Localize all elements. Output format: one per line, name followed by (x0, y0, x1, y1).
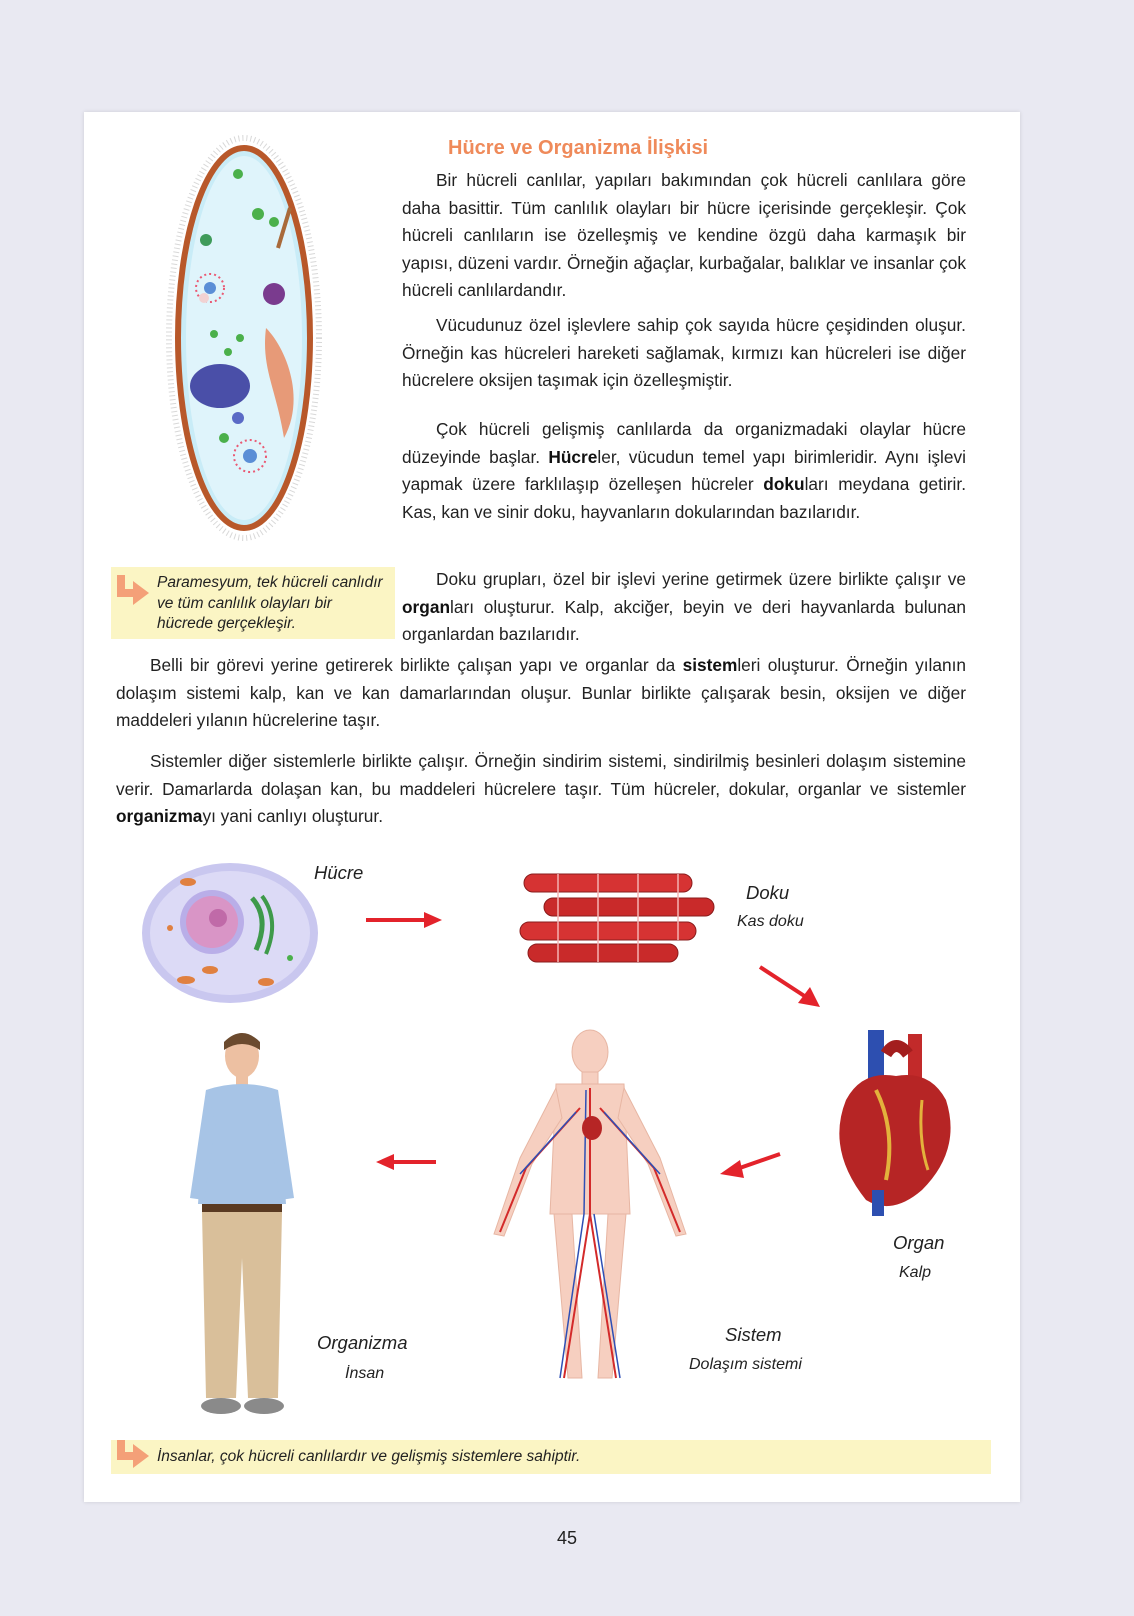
paragraph-4: Doku grupları, özel bir işlevi yerine getirmek üzere birlikte çalışır ve organları oluşturur. Kalp, akciğer, beyin ve deri hayvanlarda bulunan organlardan bazılarıdır. (402, 569, 966, 644)
arrow-tissue-to-organ-icon (758, 965, 822, 1009)
label-tissue: Doku (746, 882, 790, 903)
page-number: 45 (556, 1528, 578, 1548)
note-arrow-icon (113, 1438, 153, 1474)
label-organism: Organizma (317, 1332, 408, 1353)
bottom-note: İnsanlar, çok hücreli canlılardır ve gelişmiş sistemlere sahiptir. (111, 1440, 991, 1474)
paramecium-illustration (166, 138, 316, 538)
paragraph-3: Çok hücreli gelişmiş canlılarda da organizmadaki olaylar hücre düzeyinde başlar. Hücreler, vücudun temel yapı birimleridir. Aynı işlevi yapmak üzere farklılaşıp özelleşen hücreler dokuları meydana getirir. Kas, kan ve sinir doku, hayvanların dokularından bazılarıdır. (402, 419, 966, 522)
label-system: Sistem (725, 1324, 782, 1345)
paragraph-5: Belli bir görevi yerine getirerek birlikte çalışan yapı ve organlar da sistemleri oluşturur. Örneğin yılanın dolaşım sistemi kalp, kan ve kan damarlarından oluşur. Bunlar birlikte çalışarak besin, oksijen ve diğer maddeleri yılanın hücrelerine taşır. (116, 655, 966, 730)
label-cell: Hücre (314, 862, 364, 883)
section-title: Hücre ve Organizma İlişkisi (448, 137, 709, 159)
paragraph-6: Sistemler diğer sistemlerle birlikte çalışır. Örneğin sindirim sistemi, sindirilmiş besinleri dolaşım sistemine verir. Damarlarda dolaşan kan, bu maddeleri hücrelere taşır. Tüm hücreler, dokular, organlar ve sistemler organizmayı yani canlıyı oluşturur. (116, 751, 966, 826)
arrow-organ-to-system-icon (718, 1148, 782, 1178)
paragraph-2: Vücudunuz özel işlevlere sahip çok sayıda hücre çeşidinden oluşur. Örneğin kas hücreleri hareketi sağlamak, kırmızı kan hücreleri ise diğer hücrelere oksijen taşımak için özelleşmiştir. (402, 315, 966, 390)
label-organ-example: Kalp (899, 1264, 932, 1281)
human-illustration (176, 1028, 306, 1428)
muscle-tissue-illustration (518, 868, 718, 968)
label-organ: Organ (893, 1232, 945, 1253)
label-organism-example: İnsan (345, 1365, 385, 1382)
cell-illustration (140, 858, 320, 1008)
label-tissue-example: Kas doku (737, 913, 804, 930)
arrow-cell-to-tissue-icon (366, 910, 446, 930)
circulatory-system-illustration (480, 1028, 700, 1398)
keyword-hucre: Hücre (548, 446, 598, 467)
arrow-system-to-organism-icon (374, 1152, 438, 1172)
keyword-sistem: sistem (682, 655, 738, 675)
keyword-organizma: organizma (116, 806, 203, 826)
paramecium-caption: Paramesyum, tek hücreli canlıdır ve tüm canlılık olayları bir hücrede gerçekleşir. (111, 567, 395, 639)
label-system-example: Dolaşım sistemi (689, 1356, 802, 1373)
paragraph-1: Bir hücreli canlılar, yapıları bakımından çok hücreli canlılara göre daha basittir. Tüm canlılık olayları bir hücre içerisinde gerçekleşir. Çok hücreli canlıların ise özelleşmiş ve kendine özgü daha karmaşık bir yapısı, düzeni vardır. Örneğin ağaçlar, kurbağalar, balıklar ve insanlar çok hücreli canlılardandır. (402, 170, 966, 300)
keyword-organ: organ (402, 596, 451, 617)
caption-arrow-icon (113, 573, 153, 615)
keyword-doku: doku (763, 474, 805, 494)
heart-illustration (826, 1030, 966, 1216)
